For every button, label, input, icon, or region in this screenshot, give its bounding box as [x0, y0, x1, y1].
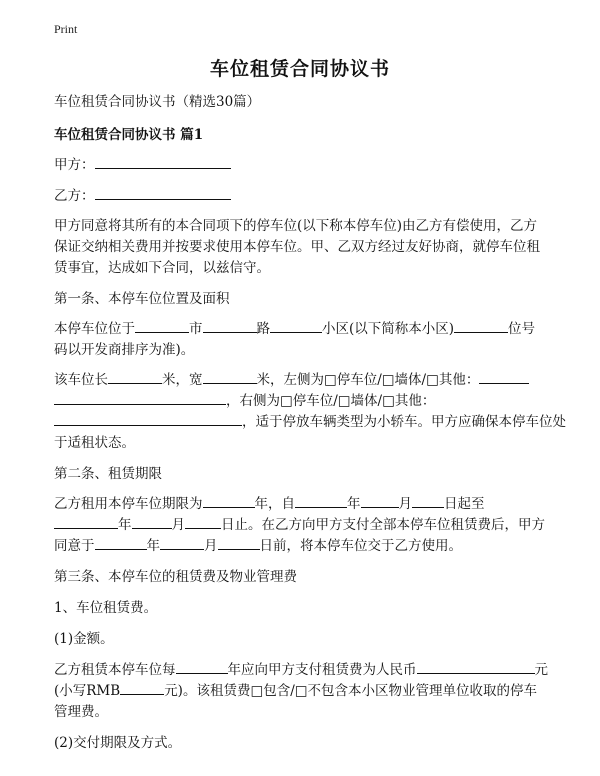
- term-text: 年: [146, 538, 160, 554]
- fee-text: (小写RMB: [54, 683, 121, 699]
- location-text: 小区(以下简称本小区): [322, 321, 455, 337]
- term-text: 日起至: [444, 496, 485, 512]
- city-blank: [135, 319, 189, 333]
- intro-line: 甲方同意将其所有的本合同项下的停车位(以下称本停车位)由乙方有偿使用，乙方: [54, 218, 538, 234]
- article-3-title: 第三条、本停车位的租赁费及物业管理费: [54, 569, 297, 585]
- end-year-blank: [54, 515, 118, 529]
- term-text: 月: [398, 496, 412, 512]
- handover-day-blank: [218, 536, 260, 550]
- party-a-blank: [95, 155, 231, 169]
- term-text: 年，自: [254, 496, 295, 512]
- intro-line: 保证交纳相关费用并按要求使用本停车位。甲、乙双方经过友好协商，就停车位租: [54, 239, 540, 255]
- term-text: 月: [171, 517, 185, 533]
- location-text: 位号: [508, 321, 536, 337]
- location-line: 码以开发商排序为准)。: [54, 342, 195, 358]
- term-text: 日前，将本停车位交于乙方使用。: [259, 538, 462, 554]
- size-text: 该车位长: [54, 372, 108, 388]
- end-day-blank: [185, 515, 221, 529]
- amount-title: (1)金额。: [54, 631, 114, 647]
- start-month-blank: [361, 494, 399, 508]
- location-text: 路: [256, 321, 270, 337]
- handover-month-blank: [160, 536, 204, 550]
- location-text: 本停车位位于: [54, 321, 135, 337]
- party-b-line: [54, 186, 554, 207]
- road-blank: [203, 319, 257, 333]
- section-heading: 车位租赁合同协议书 篇1: [54, 127, 204, 143]
- size-text: ，右侧为□停车位/□墙体/□其他：: [226, 393, 436, 409]
- term-text: 月: [204, 538, 218, 554]
- term-text: 日止。在乙方向甲方支付全部本停车位租赁费后，甲方: [221, 517, 545, 533]
- fee-text: 元: [534, 662, 548, 678]
- fee-rmb-blank: [417, 660, 535, 674]
- right-other-blank: [54, 412, 242, 426]
- size-text: 米，宽: [162, 372, 203, 388]
- end-month-blank: [132, 515, 172, 529]
- term-text: 年: [118, 517, 132, 533]
- size-line: [54, 412, 566, 433]
- size-line: [54, 391, 554, 412]
- fee-amount-blank: [120, 681, 164, 695]
- party-b-blank: [95, 186, 231, 200]
- width-blank: [203, 370, 257, 384]
- size-text: 米，左侧为□停车位/□墙体/□其他：: [256, 372, 480, 388]
- left-other-blank-cont: [54, 391, 226, 405]
- term-line: [54, 536, 554, 557]
- left-other-blank: [479, 370, 529, 384]
- size-line: 于适租状态。: [54, 435, 135, 451]
- location-line: [54, 319, 554, 340]
- document-title: 车位租赁合同协议书: [209, 58, 390, 80]
- space-number-blank: [454, 319, 508, 333]
- fee-line: 管理费。: [54, 704, 108, 720]
- length-blank: [108, 370, 162, 384]
- term-text: 年: [347, 496, 361, 512]
- party-a-line: [54, 155, 554, 176]
- payment-title: (2)交付期限及方式。: [54, 735, 182, 751]
- party-b-label: 乙方：: [54, 188, 95, 204]
- fee-text: 乙方租赁本停车位每: [54, 662, 176, 678]
- size-line: [54, 370, 554, 391]
- intro-line: 赁事宜，达成如下合同，以兹信守。: [54, 260, 270, 276]
- fee-line: [54, 660, 554, 681]
- location-text: 市: [189, 321, 203, 337]
- fee-line: [54, 681, 554, 702]
- start-year-blank: [295, 494, 347, 508]
- fee-title: 1、车位租赁费。: [54, 600, 158, 616]
- fee-text: 年应向甲方支付租赁费为人民币: [227, 662, 417, 678]
- fee-text: 元)。该租赁费□包含/□不包含本小区物业管理单位收取的停车: [164, 683, 538, 699]
- term-line: [54, 515, 554, 536]
- start-day-blank: [412, 494, 444, 508]
- term-text: 同意于: [54, 538, 95, 554]
- fee-period-blank: [176, 660, 228, 674]
- handover-year-blank: [95, 536, 147, 550]
- term-line: [54, 494, 554, 515]
- article-2-title: 第二条、租赁期限: [54, 466, 162, 482]
- size-text: ，适于停放车辆类型为小轿车。甲方应确保本停车位处: [242, 414, 566, 430]
- community-blank: [270, 319, 322, 333]
- party-a-label: 甲方：: [54, 157, 95, 173]
- print-link[interactable]: Print: [54, 22, 78, 36]
- document-subtitle: 车位租赁合同协议书（精选30篇）: [54, 94, 261, 110]
- article-1-title: 第一条、本停车位位置及面积: [54, 291, 230, 307]
- term-years-blank: [203, 494, 255, 508]
- term-text: 乙方租用本停车位期限为: [54, 496, 203, 512]
